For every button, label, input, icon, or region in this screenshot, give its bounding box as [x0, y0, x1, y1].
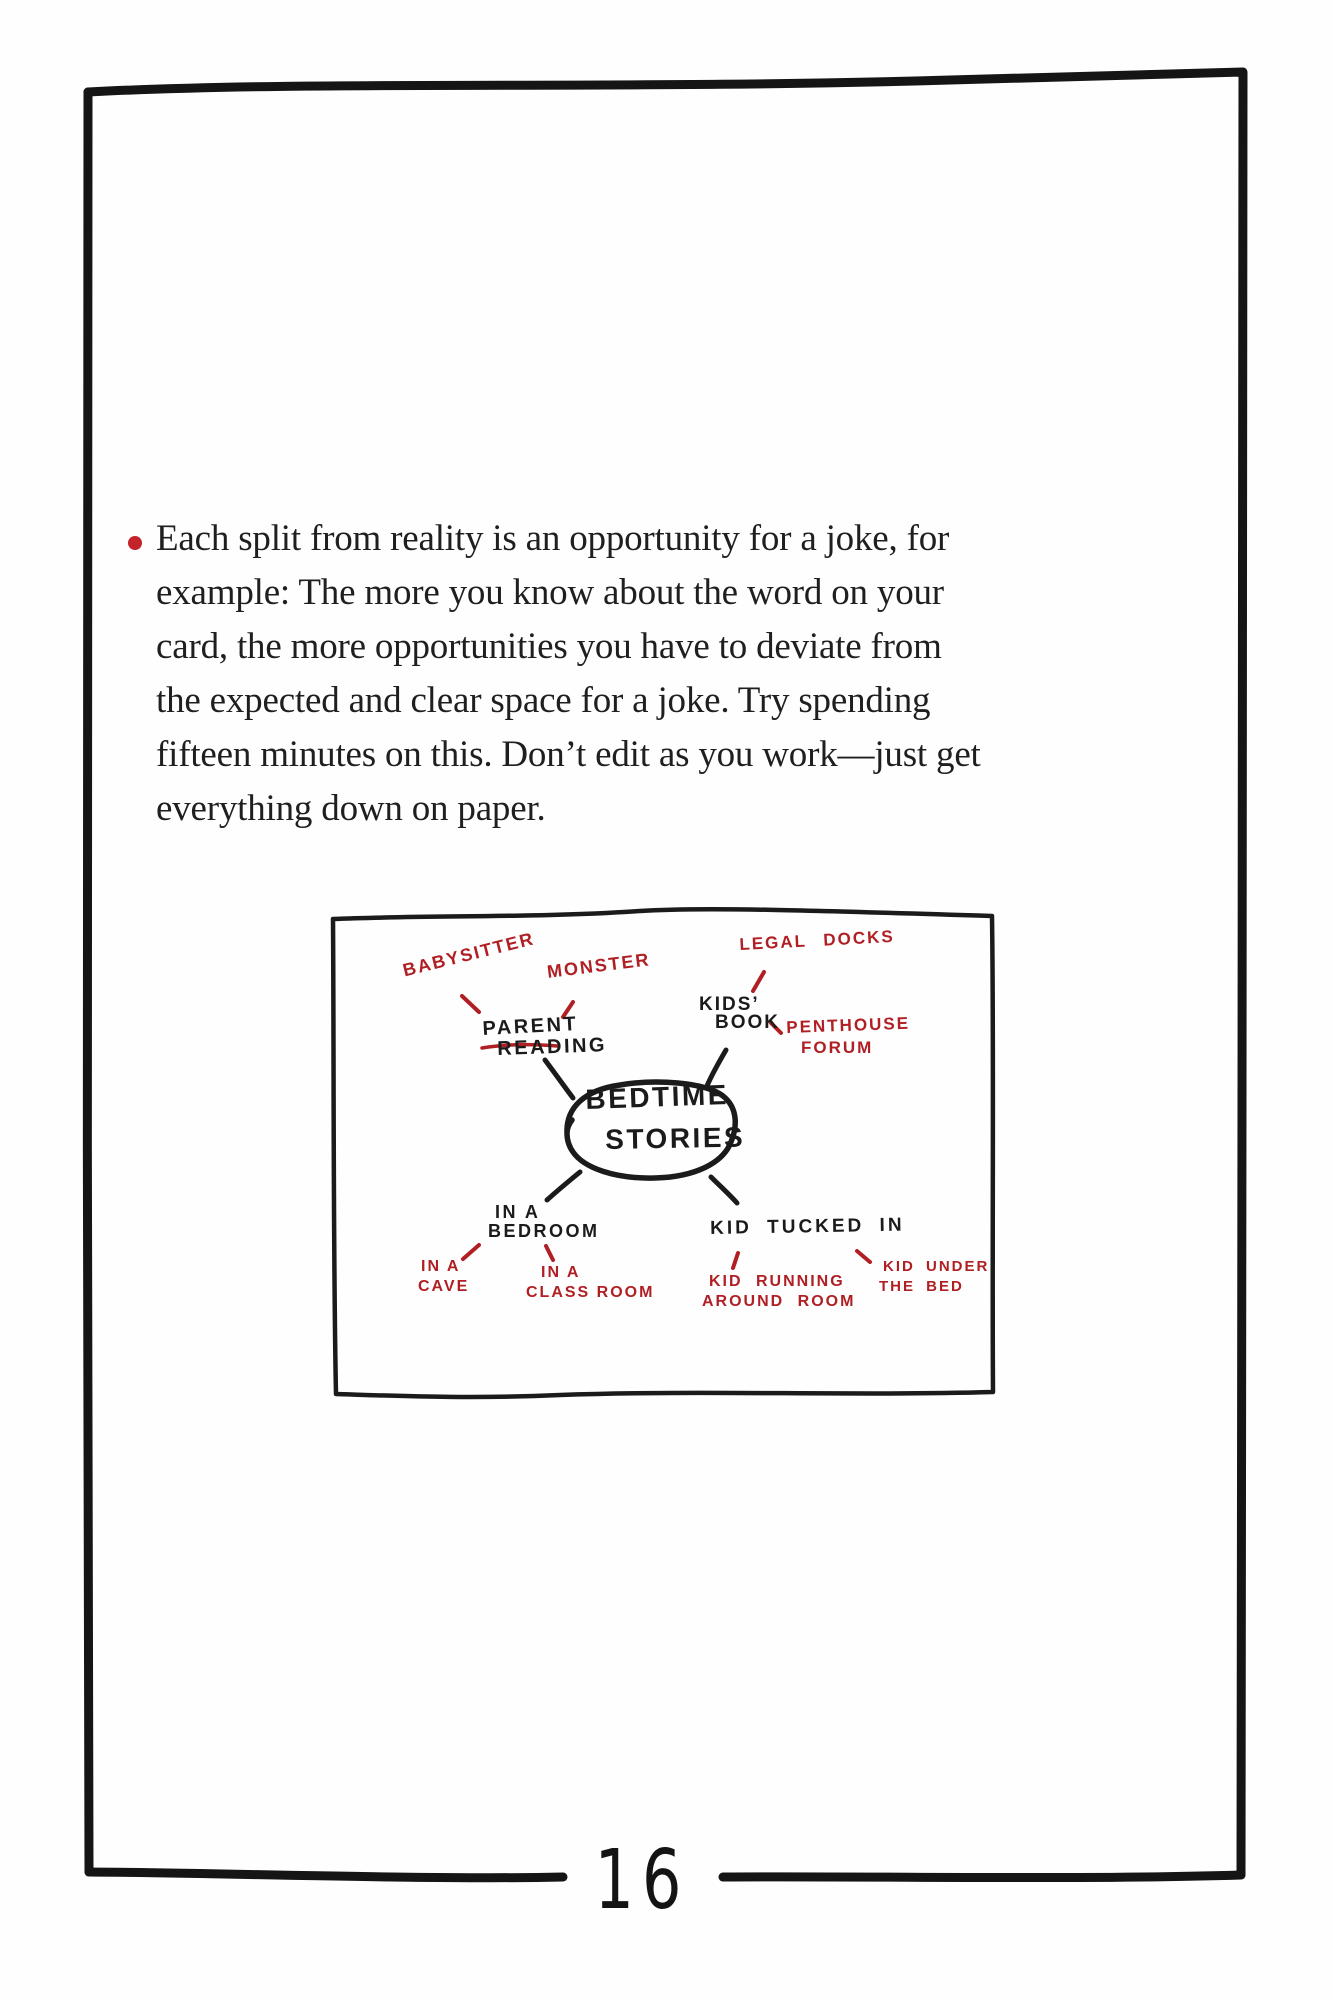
- mindmap-center-stories: STORIES: [604, 1121, 746, 1155]
- mindmap-idea-in-a-cave-line2: CAVE: [418, 1278, 470, 1295]
- mindmap-idea-kid-running-line1: KID RUNNING: [709, 1273, 845, 1290]
- paragraph-line: fifteen minutes on this. Don’t edit as you work—just get: [156, 734, 981, 775]
- paragraph-line: example: The more you know about the word on your: [156, 572, 944, 613]
- mindmap-branch-bedroom: BEDROOM: [488, 1221, 600, 1241]
- mindmap-center-bedtime: BEDTIME: [584, 1078, 730, 1115]
- mindmap-idea-in-a-classroom-line1: IN A: [541, 1264, 581, 1281]
- mindmap-idea-in-a-cave-line1: IN A: [421, 1258, 461, 1275]
- mindmap-branch-kid-tucked-in: KID TUCKED IN: [709, 1214, 905, 1239]
- page-number: 16: [594, 1831, 690, 1928]
- mindmap-idea-monster: MONSTER: [545, 949, 652, 982]
- mindmap-idea-forum: FORUM: [801, 1038, 874, 1057]
- mindmap-idea-legal-docks: LEGAL DOCKS: [738, 926, 896, 954]
- page-frame-bottom-right: [723, 1875, 1241, 1878]
- mindmap-idea-babysitter: BABYSITTER: [400, 928, 537, 981]
- bullet-dot: [128, 536, 142, 550]
- mindmap-branch-book: BOOK: [715, 1012, 780, 1033]
- mindmap-branch-kids: KIDS’: [699, 994, 760, 1015]
- paragraph-line: card, the more opportunities you have to deviate from: [156, 626, 942, 667]
- mindmap-branch-reading: READING: [496, 1034, 608, 1060]
- mindmap-idea-kid-running-line2: AROUND ROOM: [702, 1293, 856, 1310]
- page-frame-left: [87, 92, 89, 1872]
- paragraph-line: the expected and clear space for a joke. Try spending: [156, 680, 931, 721]
- paragraph-line: Each split from reality is an opportunity for a joke, for: [156, 518, 950, 559]
- mindmap-branch-in-a: IN A: [495, 1202, 541, 1222]
- mindmap-branch-parent: PARENT: [481, 1012, 579, 1040]
- mindmap-idea-penthouse: PENTHOUSE: [785, 1013, 911, 1037]
- mindmap-idea-kid-under-bed-line1: KID UNDER: [883, 1258, 990, 1275]
- mindmap-idea-in-a-classroom-line2: CLASS ROOM: [526, 1284, 655, 1301]
- body-paragraph: [156, 512, 981, 836]
- page-frame-bottom-left: [89, 1872, 563, 1878]
- paragraph-line: everything down on paper.: [156, 788, 546, 829]
- mindmap-idea-kid-under-bed-line2: THE BED: [879, 1278, 964, 1295]
